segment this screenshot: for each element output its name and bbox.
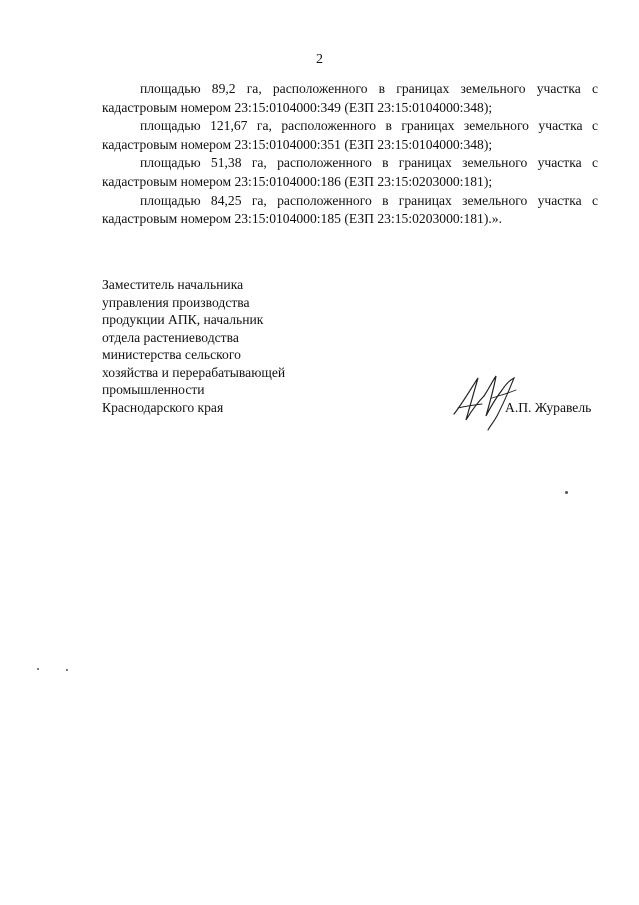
paragraph-1: площадью 89,2 га, расположенного в границах земельного участка с кадастровым номером 23:15:0104000:349 (ЕЗП 23:15:0104000:348); xyxy=(102,81,598,115)
signer-position-line: продукции АПК, начальник xyxy=(102,312,264,327)
signer-position-line: министерства сельского xyxy=(102,347,241,362)
signer-position xyxy=(102,276,362,416)
scan-speck xyxy=(565,491,568,494)
paragraph-3: площадью 51,38 га, расположенного в границах земельного участка с кадастровым номером 23:15:0104000:186 (ЕЗП 23:15:0203000:181); xyxy=(102,155,598,189)
paragraph-4: площадью 84,25 га, расположенного в границах земельного участка с кадастровым номером 23:15:0104000:185 (ЕЗП 23:15:0203000:181).». xyxy=(102,192,598,227)
scan-speck xyxy=(66,669,68,671)
signer-position-line: хозяйства и перерабатывающей xyxy=(102,364,286,380)
paragraph-2: площадью 121,67 га, расположенного в границах земельного участка с кадастровым номером 23:15:0104000:351 (ЕЗП 23:15:0104000:348); xyxy=(102,118,598,152)
signer-position-line: Краснодарского края xyxy=(102,399,224,415)
signer-name: А.П. Журавель xyxy=(505,400,592,415)
signer-position-line: Заместитель начальника xyxy=(102,277,244,292)
signer-position-line: промышленности xyxy=(102,382,205,397)
signer-position-line: отдела растениеводства xyxy=(102,329,239,345)
signer-position-line: управления производства xyxy=(102,294,250,310)
page-number: 2 xyxy=(316,52,323,67)
body-text xyxy=(102,80,598,229)
scan-speck xyxy=(37,668,39,670)
